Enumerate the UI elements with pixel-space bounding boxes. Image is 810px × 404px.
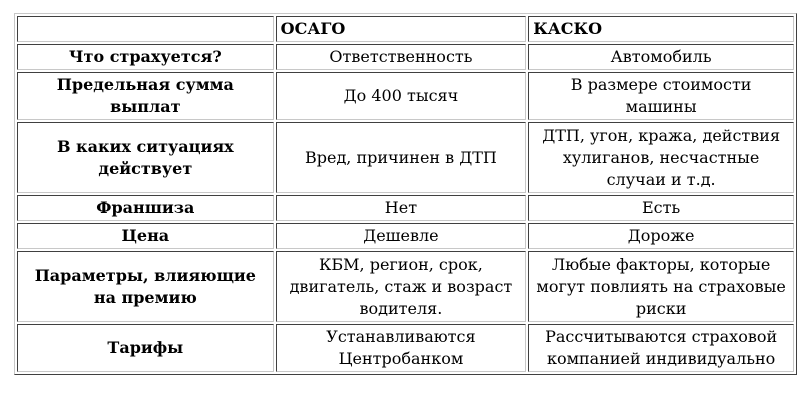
table-row — [17, 251, 794, 322]
row-label: Тарифы — [17, 324, 274, 372]
header-empty-cell — [17, 16, 274, 42]
osago-cell: Устанавливаются Центробанком — [276, 324, 527, 372]
row-label: Параметры, влияющие на премию — [17, 251, 274, 322]
osago-cell: До 400 тысяч — [276, 72, 527, 120]
table-row — [17, 72, 794, 120]
osago-cell: Ответственность — [276, 44, 527, 70]
osago-cell: Вред, причинен в ДТП — [276, 122, 527, 193]
table-row — [17, 195, 794, 221]
row-label: Предельная сумма выплат — [17, 72, 274, 120]
osago-cell: Дешевле — [276, 223, 527, 249]
osago-cell: КБМ, регион, срок, двигатель, стаж и возраст водителя. — [276, 251, 527, 322]
header-kasko: КАСКО — [528, 16, 794, 42]
osago-kasko-comparison-table — [14, 13, 797, 375]
row-label: В каких ситуациях действует — [17, 122, 274, 193]
table-row — [17, 223, 794, 249]
kasko-cell: Дороже — [528, 223, 794, 249]
row-label: Цена — [17, 223, 274, 249]
row-label: Франшиза — [17, 195, 274, 221]
row-label: Что страхуется? — [17, 44, 274, 70]
comparison-table-wrapper — [14, 13, 797, 375]
table-row — [17, 324, 794, 372]
kasko-cell: Есть — [528, 195, 794, 221]
osago-cell: Нет — [276, 195, 527, 221]
kasko-cell: Любые факторы, которые могут повлиять на страховые риски — [528, 251, 794, 322]
kasko-cell: Рассчитываются страховой компанией индивидуально — [528, 324, 794, 372]
header-osago: ОСАГО — [276, 16, 527, 42]
kasko-cell: Автомобиль — [528, 44, 794, 70]
table-header-row — [17, 16, 794, 42]
table-row — [17, 122, 794, 193]
kasko-cell: ДТП, угон, кража, действия хулиганов, несчастные случаи и т.д. — [528, 122, 794, 193]
kasko-cell: В размере стоимости машины — [528, 72, 794, 120]
table-row — [17, 44, 794, 70]
